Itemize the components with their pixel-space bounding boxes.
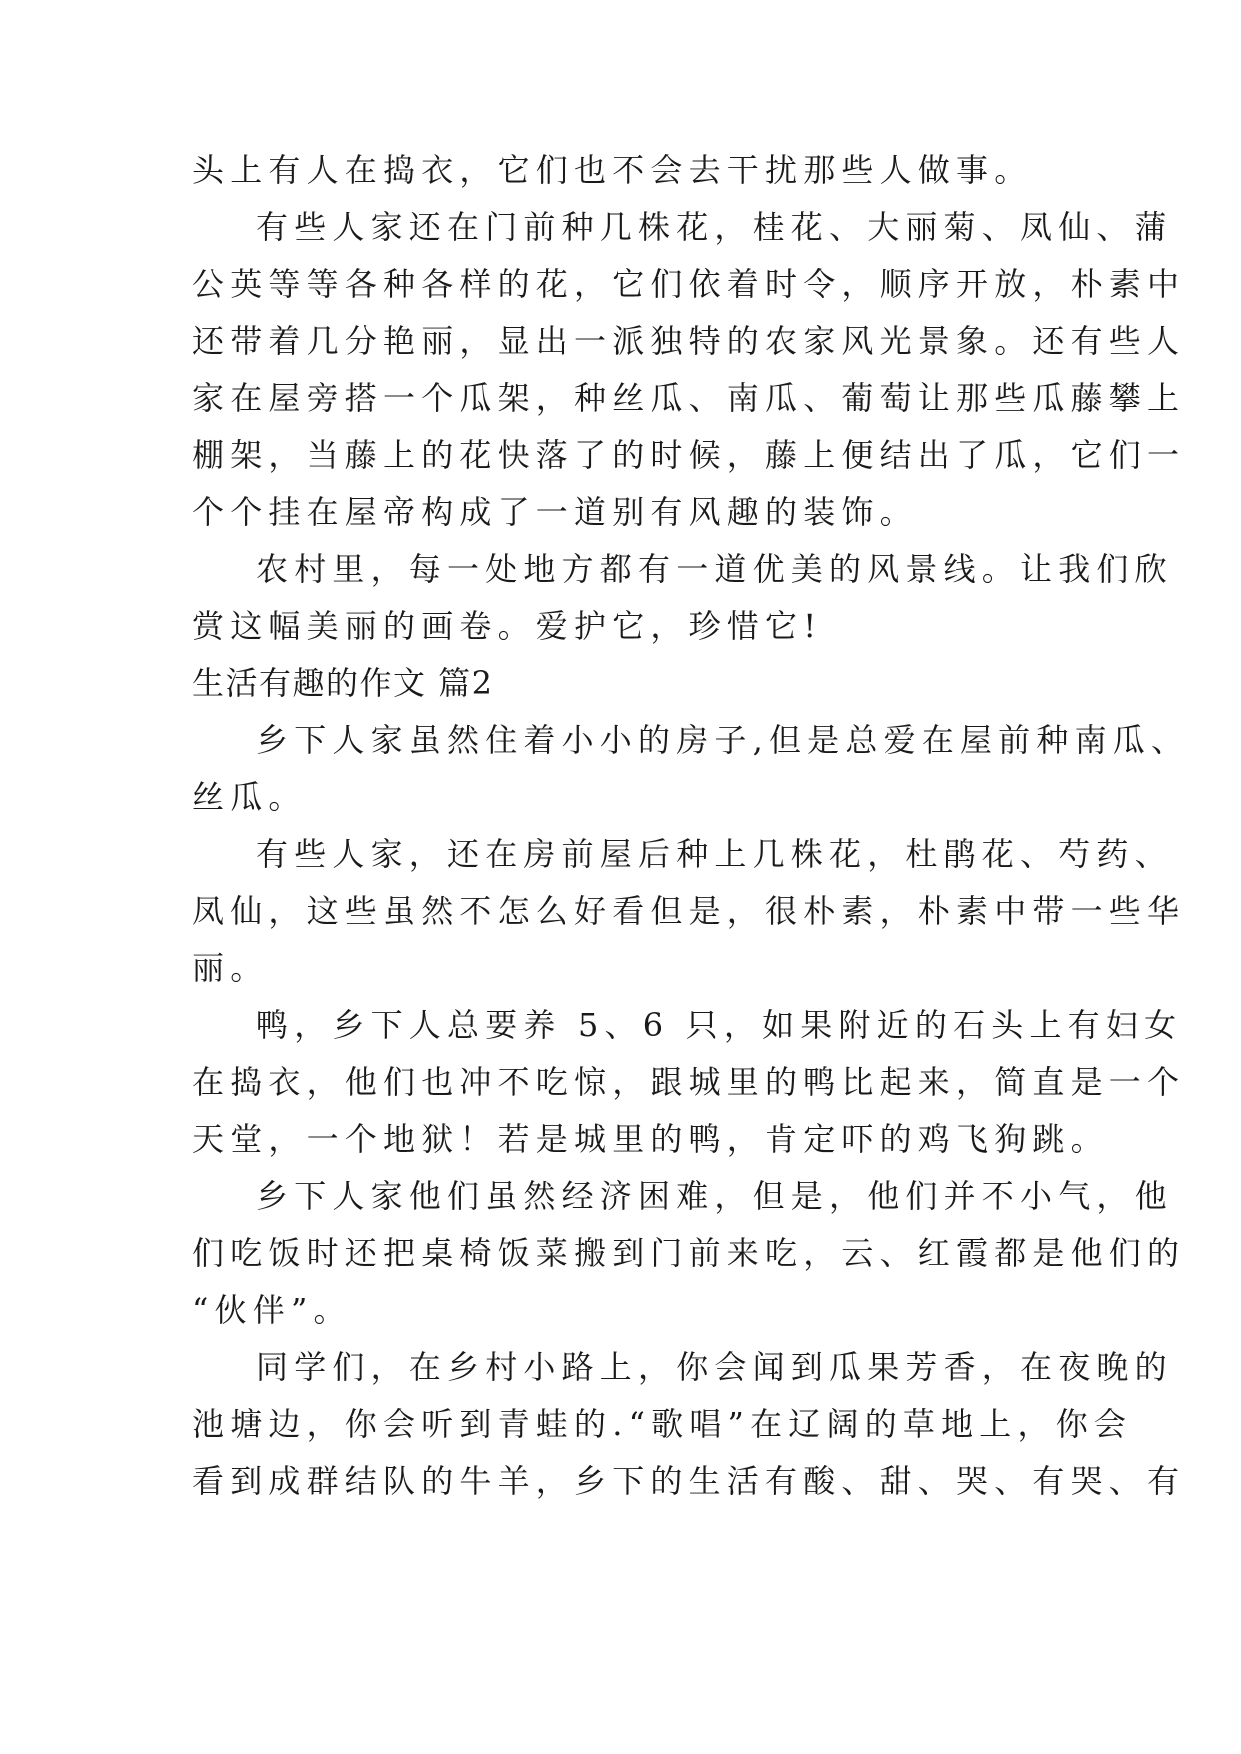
text-line: 丝瓜。 bbox=[192, 778, 307, 816]
text-line: 凤仙，这些虽然不怎么好看但是，很朴素，朴素中带一些华 bbox=[192, 892, 1186, 930]
text-line: 个个挂在屋帝构成了一道别有风趣的装饰。 bbox=[192, 493, 918, 531]
text-line: 在捣衣，他们也冲不吃惊，跟城里的鸭比起来，简直是一个 bbox=[192, 1063, 1186, 1101]
text-line: 头上有人在捣衣，它们也不会去干扰那些人做事。 bbox=[192, 151, 1033, 189]
text-line: 天堂，一个地狱！若是城里的鸭，肯定吓的鸡飞狗跳。 bbox=[192, 1120, 1109, 1158]
text-line: 有些人家，还在房前屋后种上几株花，杜鹃花、芍药、 bbox=[256, 835, 1173, 873]
text-line: 农村里，每一处地方都有一道优美的风景线。让我们欣 bbox=[256, 550, 1173, 588]
text-line: 乡下人家虽然住着小小的房子,但是总爱在屋前种南瓜、 bbox=[256, 721, 1190, 759]
text-line: 有些人家还在门前种几株花，桂花、大丽菊、凤仙、蒲 bbox=[256, 208, 1173, 246]
text-line: “伙伴”。 bbox=[192, 1291, 352, 1329]
text-line: 公英等等各种各样的花，它们依着时令，顺序开放，朴素中 bbox=[192, 265, 1186, 303]
section-heading: 生活有趣的作文 篇2 bbox=[192, 664, 494, 702]
text-line: 棚架，当藤上的花快落了的时候，藤上便结出了瓜，它们一 bbox=[192, 436, 1186, 474]
text-line: 丽。 bbox=[192, 949, 269, 987]
text-line: 家在屋旁搭一个瓜架，种丝瓜、南瓜、葡萄让那些瓜藤攀上 bbox=[192, 379, 1186, 417]
text-line: 还带着几分艳丽，显出一派独特的农家风光景象。还有些人 bbox=[192, 322, 1186, 360]
text-line: 池塘边，你会听到青蛙的.“歌唱”在辽阔的草地上，你会 bbox=[192, 1405, 1133, 1443]
text-line: 看到成群结队的牛羊，乡下的生活有酸、甜、哭、有哭、有 bbox=[192, 1462, 1186, 1500]
text-line: 们吃饭时还把桌椅饭菜搬到门前来吃，云、红霞都是他们的 bbox=[192, 1234, 1186, 1272]
text-line: 乡下人家他们虽然经济困难，但是，他们并不小气，他 bbox=[256, 1177, 1173, 1215]
text-line: 鸭，乡下人总要养 5、6 只，如果附近的石头上有妇女 bbox=[256, 1006, 1183, 1044]
text-line: 赏这幅美丽的画卷。爱护它，珍惜它! bbox=[192, 607, 823, 645]
text-line: 同学们，在乡村小路上，你会闻到瓜果芳香，在夜晚的 bbox=[256, 1348, 1173, 1386]
